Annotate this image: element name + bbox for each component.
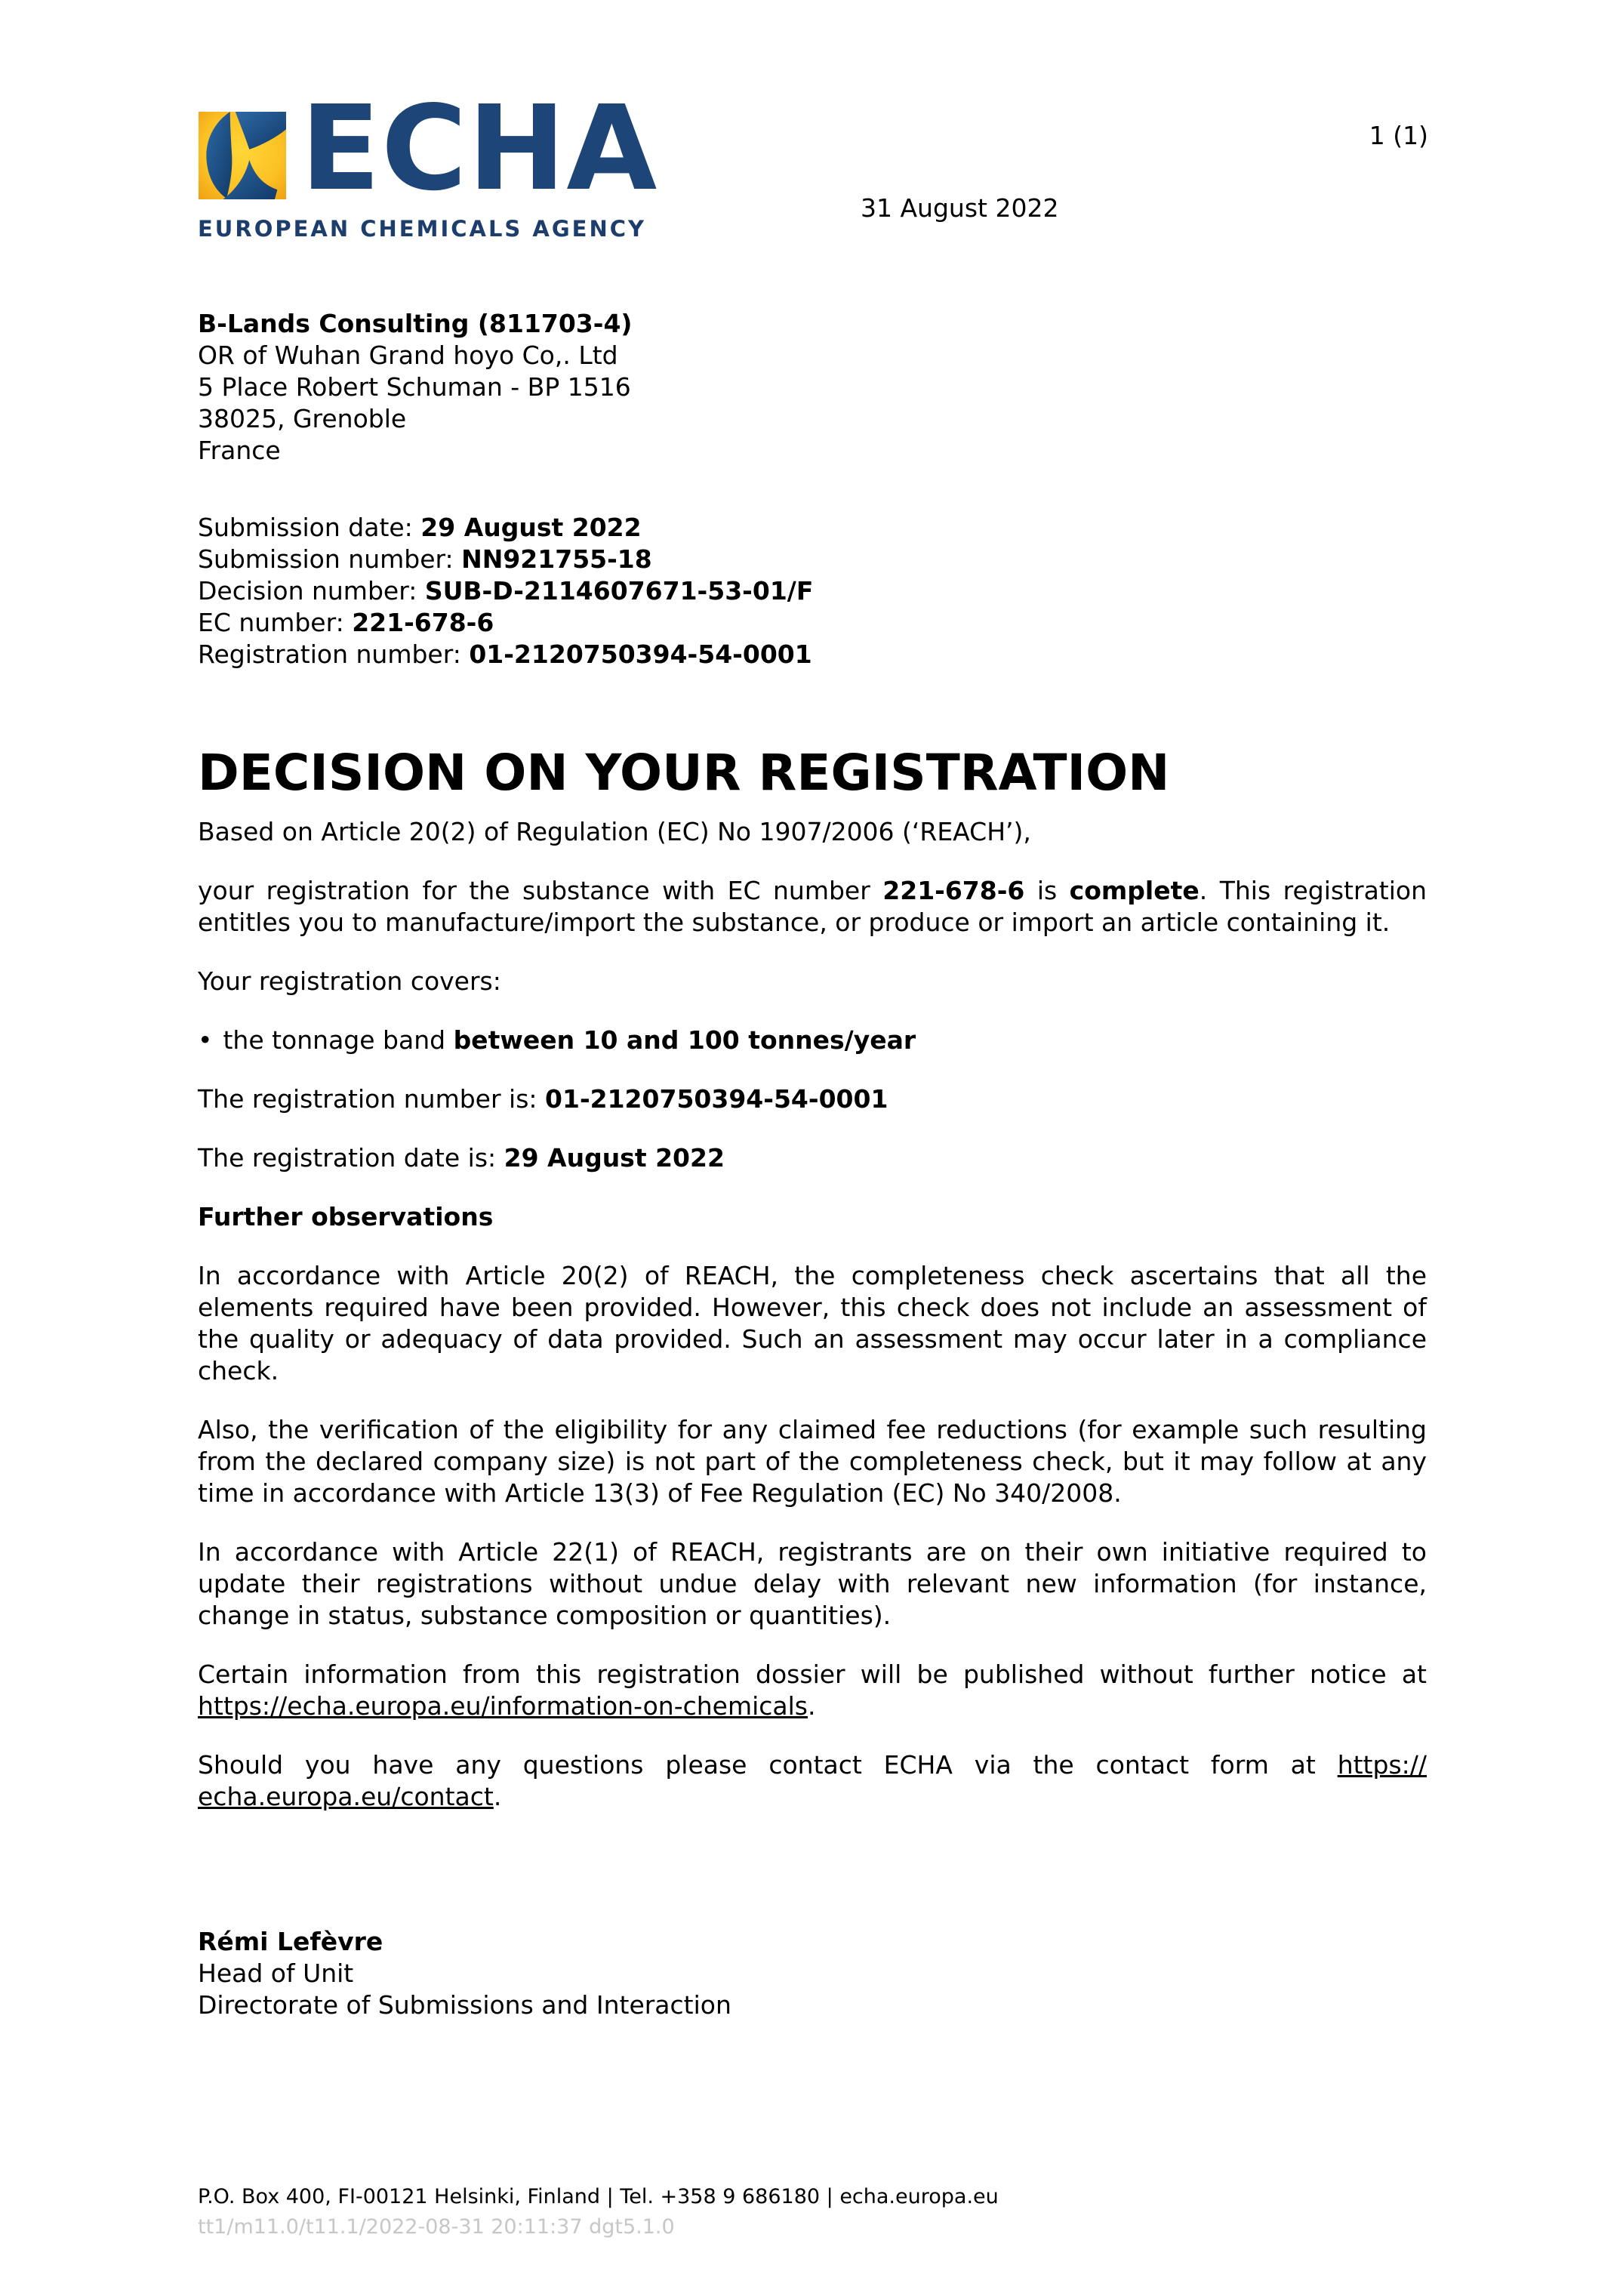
footer-system-line: tt1/m11.0/t11.1/2022-08-31 20:11:37 dgt5.1.0 bbox=[198, 2215, 675, 2239]
paragraph-covers: Your registration covers: bbox=[198, 966, 501, 996]
ec-number-row bbox=[198, 607, 813, 639]
recipient-address-line: OR of Wuhan Grand hoyo Co,. Ltd bbox=[198, 341, 618, 370]
ec-number-value: 221-678-6 bbox=[352, 608, 494, 637]
registration-number-line bbox=[198, 1083, 1427, 1115]
text-segment: . bbox=[493, 1782, 502, 1811]
paragraph-update-obligation: In accordance with Article 22(1) of REACH, registrants are on their own initiative required to update their registrations without undue delay with relevant new information (for instance, change in status, substance composition or quantities). bbox=[198, 1537, 1427, 1630]
tonnage-band-value: between 10 and 100 tonnes/year bbox=[453, 1025, 916, 1055]
recipient-address-line: 38025, Grenoble bbox=[198, 404, 407, 433]
registration-number-inline: 01-2120750394-54-0001 bbox=[545, 1084, 888, 1114]
ec-number-inline: 221-678-6 bbox=[882, 876, 1025, 905]
recipient-address-block bbox=[198, 308, 633, 467]
tonnage-band-bullet bbox=[198, 1025, 1427, 1056]
decision-number-row bbox=[198, 575, 813, 607]
registration-date-line bbox=[198, 1142, 1427, 1174]
link-segment: https:// bbox=[1337, 1750, 1427, 1780]
signer-name: Rémi Lefèvre bbox=[198, 1927, 383, 1956]
registration-number-row bbox=[198, 639, 813, 670]
recipient-address-line: France bbox=[198, 436, 281, 465]
submission-number-row bbox=[198, 544, 813, 575]
text-segment: . This registration entitles you to manufacture/import the substance, or produce or import an article containing it. bbox=[198, 876, 1427, 937]
submission-date-label: Submission date: bbox=[198, 513, 421, 542]
complete-word: complete bbox=[1069, 876, 1200, 905]
letter-body bbox=[198, 744, 1427, 2021]
signer-directorate: Directorate of Submissions and Interaction bbox=[198, 1990, 731, 2020]
echa-logo-icon bbox=[198, 112, 287, 199]
further-observations-heading: Further observations bbox=[198, 1202, 494, 1231]
page-number: 1 (1) bbox=[1369, 121, 1428, 150]
decision-heading: DECISION ON YOUR REGISTRATION bbox=[198, 744, 1170, 802]
submission-date-value: 29 August 2022 bbox=[420, 513, 642, 542]
paragraph-publication bbox=[198, 1659, 1427, 1722]
submission-number-value: NN921755-18 bbox=[461, 544, 652, 574]
text-segment: The registration date is: bbox=[198, 1143, 504, 1173]
registration-number-value: 01-2120750394-54-0001 bbox=[469, 639, 812, 669]
paragraph-registration-complete bbox=[198, 875, 1427, 938]
registration-date-inline: 29 August 2022 bbox=[504, 1143, 725, 1173]
page-footer bbox=[198, 2184, 1427, 2240]
text-segment: Certain information from this registration dossier will be published without further notice at bbox=[198, 1660, 1427, 1689]
text-segment: is bbox=[1024, 876, 1070, 905]
decision-number-label: Decision number: bbox=[198, 576, 425, 606]
paragraph-fee-reductions: Also, the verification of the eligibility for any claimed fee reductions (for example such resulting from the declared company size) is not part of the completeness check, but it may follow at any time in accordance with Article 13(3) of Fee Regulation (EC) No 340/2008. bbox=[198, 1415, 1427, 1508]
text-segment: Should you have any questions please contact ECHA via the contact form at bbox=[198, 1750, 1338, 1780]
echa-logo bbox=[198, 80, 658, 242]
paragraph-contact bbox=[198, 1749, 1427, 1813]
paragraph-completeness-check: In accordance with Article 20(2) of REACH, the completeness check ascertains that all the elements required have been provided. However, this check does not include an assessment of the quality or adequacy of data provided. Such an assessment may occur later in a compliance check. bbox=[198, 1261, 1427, 1385]
footer-contact-line: P.O. Box 400, FI-00121 Helsinki, Finland | Tel. +358 9 686180 | echa.europa.eu bbox=[198, 2185, 999, 2208]
text-segment: The registration number is: bbox=[198, 1084, 546, 1114]
recipient-name: B-Lands Consulting (811703-4) bbox=[198, 309, 633, 338]
recipient-address-line: 5 Place Robert Schuman - BP 1516 bbox=[198, 372, 631, 402]
submission-details bbox=[198, 512, 813, 670]
ec-number-label: EC number: bbox=[198, 608, 353, 637]
paragraph-based-on: Based on Article 20(2) of Regulation (EC) No 1907/2006 (‘REACH’), bbox=[198, 817, 1031, 846]
text-segment: your registration for the substance with EC number bbox=[198, 876, 883, 905]
registration-number-label: Registration number: bbox=[198, 639, 470, 669]
decision-number-value: SUB-D-2114607671-53-01/F bbox=[424, 576, 814, 606]
letter-date: 31 August 2022 bbox=[861, 193, 1059, 223]
logo-wordmark: ECHA bbox=[300, 80, 658, 217]
text-segment: the tonnage band bbox=[223, 1025, 454, 1055]
information-on-chemicals-link[interactable]: https://echa.europa.eu/information-on-chemicals bbox=[198, 1691, 808, 1721]
submission-date-row bbox=[198, 512, 813, 544]
link-segment: echa.europa.eu/contact bbox=[198, 1782, 494, 1811]
bullet-icon: • bbox=[198, 1025, 213, 1055]
signer-title: Head of Unit bbox=[198, 1959, 354, 1988]
submission-number-label: Submission number: bbox=[198, 544, 462, 574]
logo-subtitle: EUROPEAN CHEMICALS AGENCY bbox=[198, 216, 647, 242]
signature-block bbox=[198, 1926, 1427, 2021]
text-segment: . bbox=[808, 1691, 816, 1721]
